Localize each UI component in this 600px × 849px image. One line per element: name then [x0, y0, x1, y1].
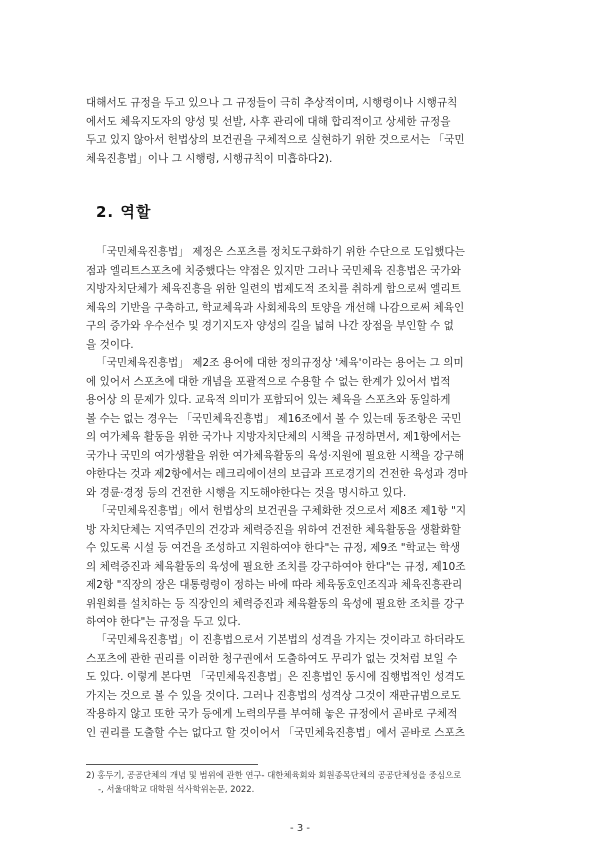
text-line: 체육의 기반을 구축하고, 학교체육과 사회체육의 토양을 개선해 나감으로써 체육인 — [86, 301, 465, 314]
text-line: 「국민체육진흥법」이 진흥법으로서 기본법의 성격을 가지는 것이라고 하더라도 — [96, 634, 465, 646]
footnote — [86, 768, 526, 796]
text-line: 가지는 것으로 볼 수 있을 것이다. 그러나 진흥법의 성격상 그것이 재판규범으로도 — [86, 689, 461, 702]
body-paragraph-3 — [86, 502, 514, 632]
text-line: 야한다는 것과 제2항에서는 레크리에이션의 보급과 프로경기의 건전한 육성과 경마 — [86, 468, 468, 480]
text-line: 작용하지 않고 또한 국가 등에게 노력의무를 부여해 놓은 규정에서 곧바로 구체적 — [86, 708, 458, 720]
text-line: 을 것이다. — [86, 338, 134, 351]
text-line: 「국민체육진흥법」에서 헌법상의 보건권을 구체화한 것으로서 제8조 제1항 "지 — [96, 505, 467, 517]
text-line: 인 권리를 도출할 수는 없다고 할 것이어서 「국민체육진흥법」에서 곧바로 스포츠 — [86, 726, 465, 739]
text-line: 하여야 한다"는 규정을 두고 있다. — [86, 616, 241, 628]
body-paragraph-1 — [86, 243, 514, 354]
text-line: 방 자치단체는 지역주민의 건강과 체력증진을 위하여 건전한 체육활동을 생활화할 — [86, 523, 461, 536]
body-paragraph-2 — [86, 354, 514, 502]
footnote-line: 2) 홍두기, 공공단체의 개념 및 범위에 관한 연구- 대한체육회와 회원종목단체의 공공단체성을 중심으로 — [86, 770, 462, 780]
text-line: 대해서도 규정을 두고 있으나 그 규정들이 극히 추상적이며, 시행령이나 시행규칙 — [86, 97, 458, 109]
text-line: 용어상 의 문제가 있다. 교육적 의미가 포함되어 있는 체육을 스포츠와 동일하게 — [86, 394, 451, 406]
body-paragraph-4 — [86, 631, 514, 742]
text-line: 볼 수는 없는 경우는 「국민체육진흥법」 제16조에서 볼 수 있는데 동조항은 국민 — [86, 412, 462, 425]
text-line: 에서도 체육지도자의 양성 및 선발, 사후 관리에 대해 합리적이고 상세한 규정을 — [86, 115, 451, 128]
text-line: 지방자치단체가 체육진흥을 위한 일련의 법제도적 조치를 취하게 함으로써 엘리트 — [86, 283, 461, 295]
text-line: 구의 증가와 우수선수 및 경기지도자 양성의 길을 넓혀 나간 장점을 부인할 수 없 — [86, 320, 454, 332]
text-line: 「국민체육진흥법」 제정은 스포츠를 정치도구화하기 위한 수단으로 도입했다는 — [96, 246, 465, 258]
footnote-divider — [86, 764, 258, 765]
text-line: 체육진흥법」이나 그 시행령, 시행규칙이 미흡하다2). — [86, 152, 333, 165]
footnote-line: -, 서울대학교 대학원 석사학위논문, 2022. — [98, 784, 255, 794]
text-line: 국가나 국민의 여가생활을 위한 여가체육활동의 육성·지원에 필요한 시책을 강구해 — [86, 449, 465, 462]
text-line: 두고 있지 않아서 헌법상의 보건권을 구체적으로 실현하기 위한 것으로서는 「국민 — [86, 134, 465, 146]
text-line: 의 여가체육 활동을 위한 국가나 지방자치단체의 시책을 규정하면서, 제1항에서는 — [86, 431, 461, 443]
text-line: 스포츠에 관한 권리를 이러한 청구권에서 도출하여도 무리가 없는 것처럼 보일 수 — [86, 652, 458, 665]
text-line: 의 체력증진과 체육활동의 육성에 필요한 조치를 강구하여야 한다"는 규정, 제10조 — [86, 560, 466, 573]
text-line: 점과 엘리트스포츠에 치중했다는 약점은 있지만 그러나 국민체육 진흥법은 국가와 — [86, 264, 461, 277]
text-line: 에 있어서 스포츠에 대한 개념을 포괄적으로 수용할 수 없는 한계가 있어서 법적 — [86, 375, 451, 388]
text-line: 위원회를 설치하는 등 직장인의 체력증진과 체육활동의 육성에 필요한 조치를 강구 — [86, 597, 465, 610]
text-line: 제2항 "직장의 장은 대통령령이 정하는 바에 따라 체육동호인조직과 체육진흥관리 — [86, 579, 463, 591]
text-line: 와 경륜·경정 등의 건전한 시행을 지도해야한다는 것을 명시하고 있다. — [86, 486, 407, 499]
page-number: - 3 - — [290, 823, 310, 834]
text-line: 수 있도록 시설 등 여건을 조성하고 지원하여야 한다"는 규정, 제9조 "학교는 학생 — [86, 542, 461, 554]
section-heading: 2. 역할 — [96, 203, 152, 221]
text-line: 도 있다. 이렇게 본다면 「국민체육진흥법」은 진흥법인 동시에 집행법적인 성격도 — [86, 671, 465, 683]
text-line: 「국민체육진흥법」 제2조 용어에 대한 정의규정상 '체육'이라는 용어는 그 의미 — [96, 357, 464, 369]
intro-paragraph — [86, 94, 514, 168]
